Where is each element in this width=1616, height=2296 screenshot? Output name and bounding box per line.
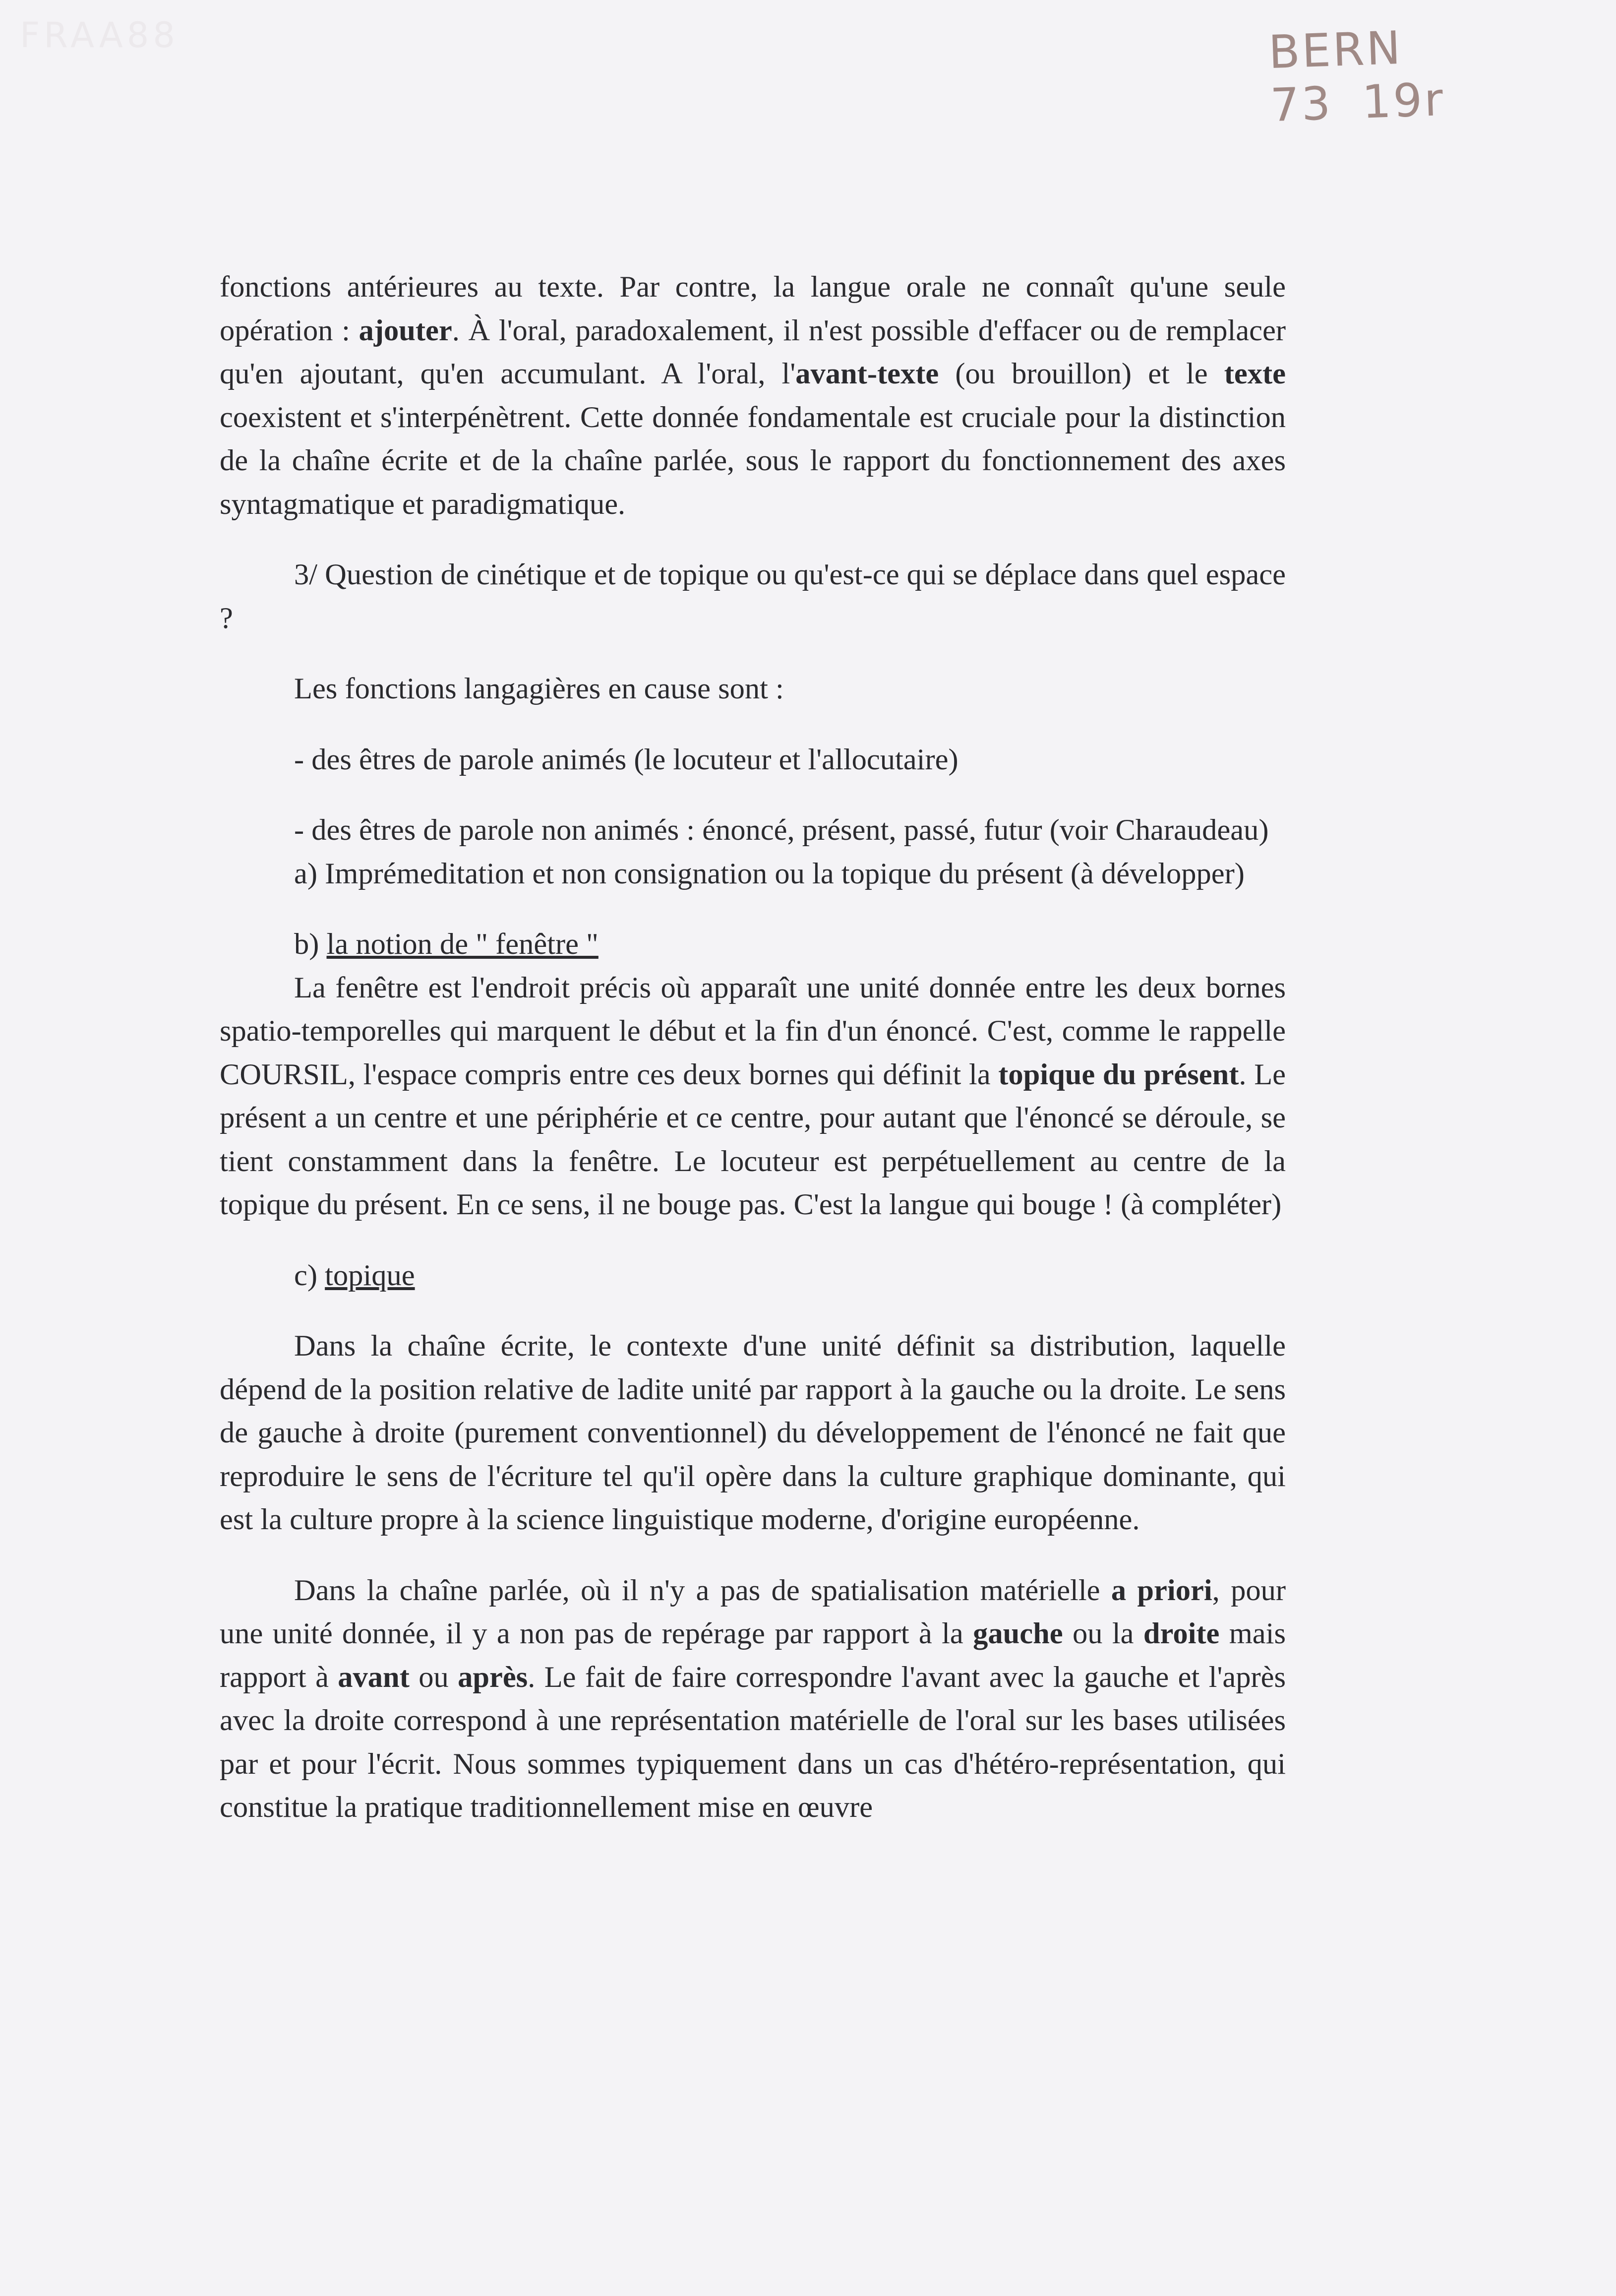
paragraph-window-notion: La fenêtre est l'endroit précis où apparaît une unité donnée entre les deux bornes spatio-temporelles qui marquent le début et la fin d'un énoncé. C'est, comme le rappelle COURSIL, l'espace compris entre ces deux bornes qui définit la topique du présent. Le présent a un centre et une périphérie et ce centre, pour autant que l'énoncé se déroule, se tient constamment dans la fenêtre. Le locuteur est perpétuellement au centre de la topique du présent. En ce sens, il ne bouge pas. C'est la langue qui bouge ! (à compléter) [220,971,1286,1221]
paragraph-1: fonctions antérieures au texte. Par contre, la langue orale ne connaît qu'une seule opération : ajouter. À l'oral, paradoxalement, il n'est possible d'effacer ou de remplacer qu'en ajoutant, qu'en accumulant. A l'oral, l'avant-texte (ou brouillon) et le texte coexistent et s'interpénètrent. Cette donnée fondamentale est cruciale pour la distinction de la chaîne écrite et de la chaîne parlée, sous le rapport du fonctionnement des axes syntagmatique et paradigmatique. [220,270,1286,521]
archive-reference: BERN 73 [1267,21,1404,132]
paragraph-section-3-heading: 3/ Question de cinétique et de topique ou qu'est-ce qui se déplace dans quel espace ? [220,558,1286,635]
list-item-inanimate-beings: - des êtres de parole non animés : énoncé, présent, passé, futur (voir Charaudeau) [294,813,1269,847]
list-item-animate-beings: - des êtres de parole animés (le locuteur et l'allocutaire) [294,743,958,776]
folio-number: 19r [1361,72,1446,129]
document-body [220,265,1286,1829]
subsection-b-heading: b) la notion de " fenêtre " [294,928,599,961]
subsection-a: a) Imprémeditation et non consignation ou la topique du présent (à développer) [294,857,1245,890]
faded-stamp-text: FRAA88 [20,15,179,56]
handwritten-annotation [1267,14,1616,132]
paragraph-spoken-chain: Dans la chaîne parlée, où il n'y a pas de spatialisation matérielle a priori, pour une unité donnée, il y a non pas de repérage par rapport à la gauche ou la droite mais rapport à avant ou après. Le fait de faire correspondre l'avant avec la gauche et l'après avec la droite correspond à une représentation matérielle de l'oral sur les bases utilisées par et pour l'écrit. Nous sommes typiquement dans un cas d'hétéro-représentation, qui constitue la pratique traditionnellement mise en œuvre [220,1573,1286,1824]
paragraph-functions-intro: Les fonctions langagières en cause sont : [294,672,784,705]
subsection-c-heading: c) topique [294,1258,415,1292]
paragraph-written-chain: Dans la chaîne écrite, le contexte d'une unité définit sa distribution, laquelle dépend de la position relative de ladite unité par rapport à la gauche ou la droite. Le sens de gauche à droite (purement conventionnel) du développement de l'énoncé ne fait que reproduire le sens de l'écriture tel qu'il opère dans la culture graphique dominante, qui est la culture propre à la science linguistique moderne, d'origine européenne. [220,1329,1286,1536]
